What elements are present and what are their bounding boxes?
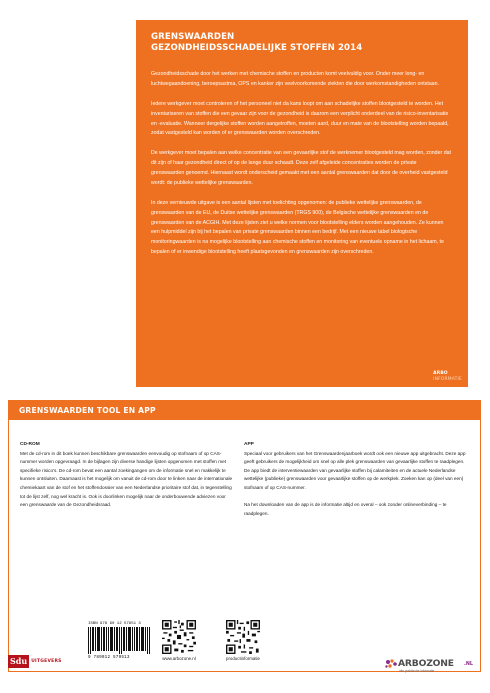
arbo-informatie-label: [433, 371, 462, 382]
qr-code-arbozone-icon[interactable]: [162, 620, 196, 654]
sdu-uitgevers-logo: [8, 654, 62, 668]
barcode-number: 9 789012 579513: [88, 655, 130, 660]
isbn-barcode: [88, 622, 153, 662]
paragraph-intro: Gezondheidsschade door het werken met chemische stoffen en producten komt veelvuldig voor. Onder meer long- en luchtwegaandoening, beroepsastma, OPS en kanker zijn veelvoorkomende ziekten die door werkomstandigheden ontstaan.: [151, 71, 440, 87]
book-title: [151, 32, 362, 54]
arbozone-logo: [385, 656, 481, 678]
isbn-label: ISBN 978 90 12 57951 3: [88, 622, 141, 626]
cdrom-heading: CD-ROM: [20, 442, 40, 447]
qr-arbozone-label[interactable]: www.arbozone.nl: [162, 656, 196, 661]
sdu-logo-mark: Sdu: [10, 655, 28, 666]
app-column: [244, 441, 466, 527]
paragraph-private-limits: De werkgever moet bepalen aan welke concentratie van een gevaarlijke stof de werknemer blootgesteld mag worden, zonder dat dit zijn of haar gezondheid direct of op de lange duur schaadt. Deze zelf afgeleide concentraties worden de private grenswaarden genoemd. Hiernaast wordt onderscheid gemaakt met een aantal grenswaarden dat door de overheid vastgesteld wordt: de publieke wettelijke grenswaarden.: [151, 150, 452, 186]
arbo-label-line1: ARBO: [433, 371, 448, 377]
title-line-1: GRENSWAARDEN: [151, 32, 235, 42]
arbozone-dots-icon: [385, 659, 398, 669]
qr-productinfo-label[interactable]: productinformatie: [226, 656, 260, 661]
paragraph-new-edition: In deze vernieuwde uitgave is een aantal lijsten met toelichting opgenomen: de publieke wettelijke grenswaarden, de grenswaarden van de EU, de Duitse wettelijke grenswaarden (TRGS 900), de Belgische wettelijke grenswaarden en de grenswaarden van de ACGIH. Met deze lijsten ziet u welke normen voor blootstelling elders worden aangehouden. Ze kunnen een hulpmiddel zijn bij het bepalen van private grenswaarden binnen een bedrijf. Met een nieuwe tabel biologische monitoringwaarden is na mogelijke blootstelling aan chemische stoffen en monitoring van eventuele opname in het lichaam, te bepalen of er inwendige blootstelling heeft plaatsgevonden en grenswaarden zijn overschreden.: [151, 199, 444, 256]
arbozone-domain: .NL: [464, 662, 473, 667]
arbo-label-line2: INFORMATIE: [433, 376, 462, 382]
title-line-2: GEZONDHEIDSSCHADELIJKE STOFFEN 2014: [151, 43, 363, 53]
qr-code-productinfo-icon[interactable]: [226, 620, 260, 654]
cdrom-text: Met de cd-rom in dit boek kunnen beschikbare grenswaarden eenvoudig op stofnaam of op CAS-nummer worden opgevraagd. In de bijlagen zijn diverse handige lijsten opgenomen met stoffen met specifieke risico's. De cd-rom bevat een aantal zoekingangen om de informatie snel en makkelijk te kunnen ontsluiten. Daarnaast is het mogelijk om vanuit de cd-rom door te linken naar de internationale chemiekaart van de stof en het stoffendossier van een Nederlandse prioritaire stof dat, in tegenstelling tot de lijst zelf, nog wel kracht is. Ook is doorlinken mogelijk naar de onderbouwende adviezen voor een grenswaarde van de Gezondheidsraad.: [20, 450, 233, 508]
tool-box-title: GRENSWAARDEN TOOL EN APP: [19, 406, 156, 415]
app-download-text: Na het downloaden van de app is de informatie altijd en overal – ook zonder onlineverbinding – te raadplegen.: [244, 502, 447, 516]
paragraph-employer-check: Iedere werkgever moet controleren of het personeel niet da kans loopt om aan schadelijke stoffen blootgesteld te worden. Het inventariseren van stoffen die een gevaar zijn voor de gezondheid is daarom een verplicht onderdeel van de risico-inventarisatie en -evaluatie. Wanneer dergelijke stoffen worden aangetroffen, moeten aard, duur en mate van de blootstelling worden bepaald, zodat vastgesteld kan worden of er grenswaarden worden overschreden.: [151, 100, 449, 137]
description-text: [151, 70, 451, 268]
cover-text-panel: [136, 20, 468, 387]
tool-box-header: [9, 401, 480, 420]
sdu-logo-text: UITGEVERS: [31, 658, 62, 664]
arbozone-name: ARBOZONE: [398, 658, 454, 669]
app-text: Speciaal voor gebruikers van het Grenswaardenjaarboek wordt ook een nieuwe app uitgebracht. Deze app geeft gebruikers de mogelijkheid om snel op alle plek grenswaarden van gevaarlijke stoffen te raadplegen. De app biedt de interventiewaarden van gevaarlijke stoffen bij calamiteiten en de actuele Nederlandse wettelijke (publieke) grenswaarden voor gevaarlijke stoffen op de werkplek. Zoeken kan op (deel van een) stofnaam of op CAS-nummer.: [244, 450, 466, 490]
cdrom-column: [20, 441, 234, 518]
arbozone-tagline: alle praktische informatie: [399, 669, 435, 673]
app-heading: APP: [244, 442, 254, 447]
barcode-icon: [88, 627, 152, 654]
